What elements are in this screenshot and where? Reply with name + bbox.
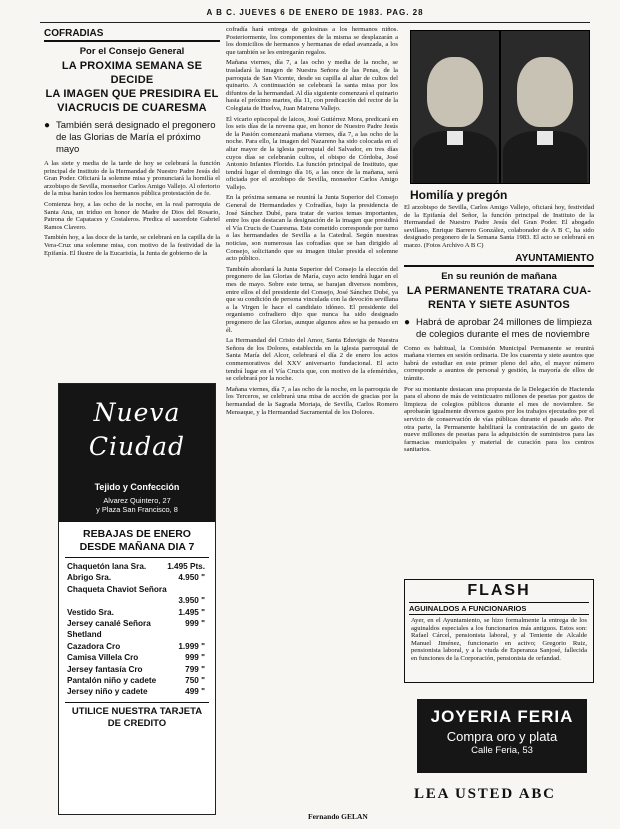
price-item [59,595,215,606]
price-item-price: 1.495 Pts. [167,562,205,571]
price-item [59,664,215,675]
price-item [59,618,215,641]
price-item-name: Jersey fantasía Cro [67,664,143,674]
article-paragraph: Como es habitual, la Comisión Municipal Permanente se reunirá mañana viernes en sesión ordinaria. De los cuarenta y siete asuntos que habrá de estudiar en este primer pleno del año, el mayor número corresponde a asuntos de personal y gestión, la mayoría de ellos de trámite. [404,344,594,382]
face-shape [517,57,573,127]
cofradias-headline [44,59,220,115]
headline-line: LA PROXIMA SEMANA SE DECIDE [61,60,203,86]
article-paragraph: A las siete y media de la tarde de hoy se celebrará la función principal de Instituto de la Hermandad de Nuestro Padre Jesús del Gran Poder. Oficiará la solemne misa y pronunciará la homilía el arzobispo de Sevilla, monseñor Carlos Amigo Vallejo. Al ofertorio de la misa harán todos los hermanos pública protestación de fe. [44,160,220,198]
ad-banner [59,384,215,522]
price-item-name: Abrigo Sra. [67,573,112,583]
footer-line: UTILICE NUESTRA TARJETA [71,705,203,717]
ad-nueva-ciudad [58,383,216,815]
flash-box [404,579,594,683]
article-paragraph: También hoy, a las doce de la tarde, se celebrará en la capilla de la Vera-Cruz una solemne misa, con motivo de la festividad de la Epifanía. El Ilustre de la Eucaristía, la Junta de gobierno de la [44,234,220,257]
price-item-price: 799 " [185,664,205,674]
signature: Fernando GELAN [308,812,368,821]
ayuntamiento-headline [404,284,594,312]
article-paragraph: También abordará la Junta Superior del Consejo la elección del pregonero de las Glorias de María, cuyo acto tendrá lugar en el mes de mayo. Sobre este tema, se barajan diversos nombres, entre ellos el del presidente del Consejo, José Sánchez Dubé, ya que su condición de persona vinculada con la devoción sevillana a la Virgen le hace el candidato idóneo. El presidente del organismo cofradiero dijo que nunca ha sido designado pregonero de las Glorias, aunque algunos años se ha pensado en él. [226,265,398,334]
price-item-price: 999 " [185,619,205,629]
cofradias-deck [44,120,220,156]
price-item [59,675,215,686]
ad-joyeria-feria [417,699,587,773]
column-cofradias [44,26,220,381]
address-line: y Plaza San Francisco, 8 [96,505,178,514]
price-item-name: Camisa Villela Cro [67,653,139,663]
ad-joyeria-name: JOYERIA FERIA [430,707,574,726]
section-title-cofradias: COFRADIAS [44,26,220,42]
article-paragraph: La Hermandad del Cristo del Amor, Santa Eduvigis de Nuestra Señora de los Dolores, establecida en la iglesia parroquial de Santa María del Alcor, celebrará el día 2 de enero los actos conmemorativos del XXV aniversario fundacional. El acto tendrá lugar en el Vía Crucis que, con motivo de la efemérides, se celebrará por la noche. [226,337,398,383]
headline-line: LA PERMANENTE TRATARA CUA- [406,284,592,297]
portrait-photo [410,30,500,184]
flash-subtitle: AGUINALDOS A FUNCIONARIOS [409,602,589,615]
price-item-name: Chaquetón lana Sra. [67,562,147,571]
ad-footer [65,702,209,730]
article-paragraph: Por su montante destacan una propuesta de la Delegación de Hacienda para el abono de más de veinticuatro millones de pesetas por gastos de limpieza de colegios públicos durante el mes de noviembre. Se aprobarán igualmente diversos gastos por los trabajos ejecutados por el servicio de conservación de vías públicas durante el pasado año. Por otra parte, la Permanente habilitará la contratación de un gasto de nueve millones de pesetas para la adquisición de suministros para las farmacias municipales y material de curación para los centros sanitarios. [404,385,594,454]
article-paragraph: cofradía hará entrega de golosinas a los hermanos niños. Posteriormente, los componentes de la misma se desplazarán a los domicilios de hermanos y hermanas de edad avanzada, a los que también se les entregarán regalos. [226,26,398,56]
price-item [59,607,215,618]
section-title-ayuntamiento: AYUNTAMIENTO [404,253,594,267]
price-item-price: 750 " [185,676,205,686]
price-item [59,561,215,572]
portrait-photo [500,30,590,184]
article-paragraph: En la próxima semana se reunirá la Junta Superior del Consejo General de Hermandades y Cofradías, bajo la presidencia de José Sánchez Dubé, para tratar de varios temas importantes, entre los que destacan la designación de la imagen que presidirá el Vía Crucis de Cuaresma. Este cometido corresponde por turno a las hermandades de Sevilla a la Catedral. Según nuestras noticias, son numerosas las cofradías que se han dirigido al Consejo, solicitando que su imagen titular presida el solemne acto público. [226,194,398,263]
price-item-price: 1.495 " [178,607,205,617]
price-item-name: Jersey niño y cadete [67,687,148,697]
collar-shape [447,131,463,145]
footer-line: DE CREDITO [107,717,167,729]
flash-text: Ayer, en el Ayuntamiento, se hizo formalmente la entrega de los aguinaldos especiales a los funcionarios más antiguos. Estos son: Rafael Cárcel, pensionista laboral, y al Teniente de Alcalde Manuel Jiménez, funcionario en activo; Gregorio Ruiz, pensionista laboral, y a la viuda de Esperanza Sanjosé, fallecida en funciones de la Corporación, pensionista de orfandad. [411,617,587,662]
ad-address [59,496,215,514]
price-item-price: 999 " [185,653,205,663]
price-item-name: Chaqueta Chaviot Señora [67,584,167,594]
price-item [59,686,215,697]
face-shape [427,57,483,127]
price-list [59,561,215,698]
photo-caption-title: Homilía y pregón [410,188,508,202]
price-item [59,652,215,663]
article-paragraph: Comienza hoy, a las ocho de la noche, en la real parroquia de Santa Ana, un triduo en honor de Madre de Dios del Rosario, Patrona de Capataces y Costaleros. Predica el sacerdote Gabriel Ramos Clavero. [44,200,220,231]
bullet-icon: ● [404,316,411,328]
bullet-icon: ● [44,120,51,131]
column-cofradias-continued [226,26,398,811]
price-item-name: Cazadora Cro [67,641,121,651]
ayuntamiento-deck [404,317,594,341]
article-paragraph: El vicario episcopal de laicos, José Gutiérrez Mora, predicará en los seis días de la novena que, en honor de Nuestro Padre Jesús de la Pasión comenzará mañana viernes, día 7, a las ocho de la noche. Para ello, la imagen del Nazareno ha sido colocada en el altar mayor de la iglesia parroquial del Salvador, en tres días cuyos días se celebrarán cultos, el obispo de Córdoba, José Antonio Infantes Florido. La función principal de Instituto, que tendrá lugar el domingo día 16, a las once de la mañana, será oficiada por el arzobispo de Sevilla, monseñor Carlos Amigo Vallejo. [226,115,398,191]
article-paragraph: Mañana viernes, día 7, a las ocho de la noche, en la parroquia de los Terceros, se celebrará una misa de acción de gracias por la hermandad de la Sagrada Mortaja, de Sevilla, Carlos Romero Mensaque, y la Hermandad Sacramental de los Dolores. [226,385,398,416]
price-item-price: 3.950 " [178,596,205,606]
column-right [404,186,594,578]
deck-text: También será designado el pregonero de las Glorias de María el próximo mayo [56,120,216,155]
price-item-price: 4.950 " [178,573,205,583]
headline-line: LA IMAGEN QUE PRESIDIRA EL [45,88,219,100]
page-header: A B C. JUEVES 6 DE ENERO DE 1983. PAG. 28 [206,8,424,17]
flash-title: FLASH [467,582,531,599]
price-item-price: 1.999 " [178,641,205,651]
headline-line: VIACRUCIS DE CUARESMA [57,102,207,114]
price-item-name: Jersey canalé Señora Shetland [67,619,151,640]
article-paragraph: Mañana viernes, día 7, a las ocho y media de la noche, se trasladará la imagen de Nuestra Señora de las Penas, de la parroquia de San Vicente, desde su capilla al altar de cultos del quinario. A continuación se celebrará la santa misa por los difuntos de la hermandad. Al día siguiente comenzará el quinario hasta el próximo martes, día 11, con predicación del rector de la Colegiata de Huelva, Juan Mairena Vallejo. [226,59,398,112]
deck-text: Habrá de aprobar 24 millones de limpieza de colegios durante el mes de noviembre [416,316,592,340]
ad-brand-line2: Ciudad [88,432,186,461]
collar-shape [537,131,553,145]
price-item-name: Vestido Sra. [67,607,114,617]
price-item [59,641,215,652]
sale-line: DESDE MAÑANA DIA 7 [79,541,195,553]
price-item [59,584,215,595]
ayuntamiento-subtitle: En su reunión de mañana [441,270,557,282]
photo-caption-text: El arzobispo de Sevilla, Carlos Amigo Vallejo, oficiará hoy, festividad de la Epifanía del Señor, la función principal de Instituto de la Hermandad de Nuestro Padre Jesús del Gran Poder. El abogado sevillano, Enrique Barrero González, colaborador de A B C, ha sido designado pregonero de la Semana Santa 1983. El acto se celebrará en marzo. (Fotos Archivo A B C) [404,204,594,249]
ad-sale-heading [59,528,215,554]
price-item [59,572,215,583]
ad-joyeria-address: Calle Feria, 53 [471,745,533,756]
ad-brand-line1: Nueva [93,398,181,427]
sale-line: REBAJAS DE ENERO [83,528,191,540]
headline-line: RENTA Y SIETE ASUNTOS [428,298,570,311]
price-item-price: 499 " [185,687,205,697]
address-line: Alvarez Quintero, 27 [103,496,171,505]
header-rule [40,22,590,23]
price-item-name: Pantalón niño y cadete [67,676,157,686]
ad-tagline: Tejido y Confección [94,482,180,492]
price-item-price [169,584,205,595]
divider [65,557,209,558]
lea-usted-abc: LEA USTED ABC [414,786,556,802]
photo-pair [406,30,590,184]
ad-joyeria-line2: Compra oro y plata [446,729,558,744]
cofradias-subtitle: Por el Consejo General [79,46,185,57]
